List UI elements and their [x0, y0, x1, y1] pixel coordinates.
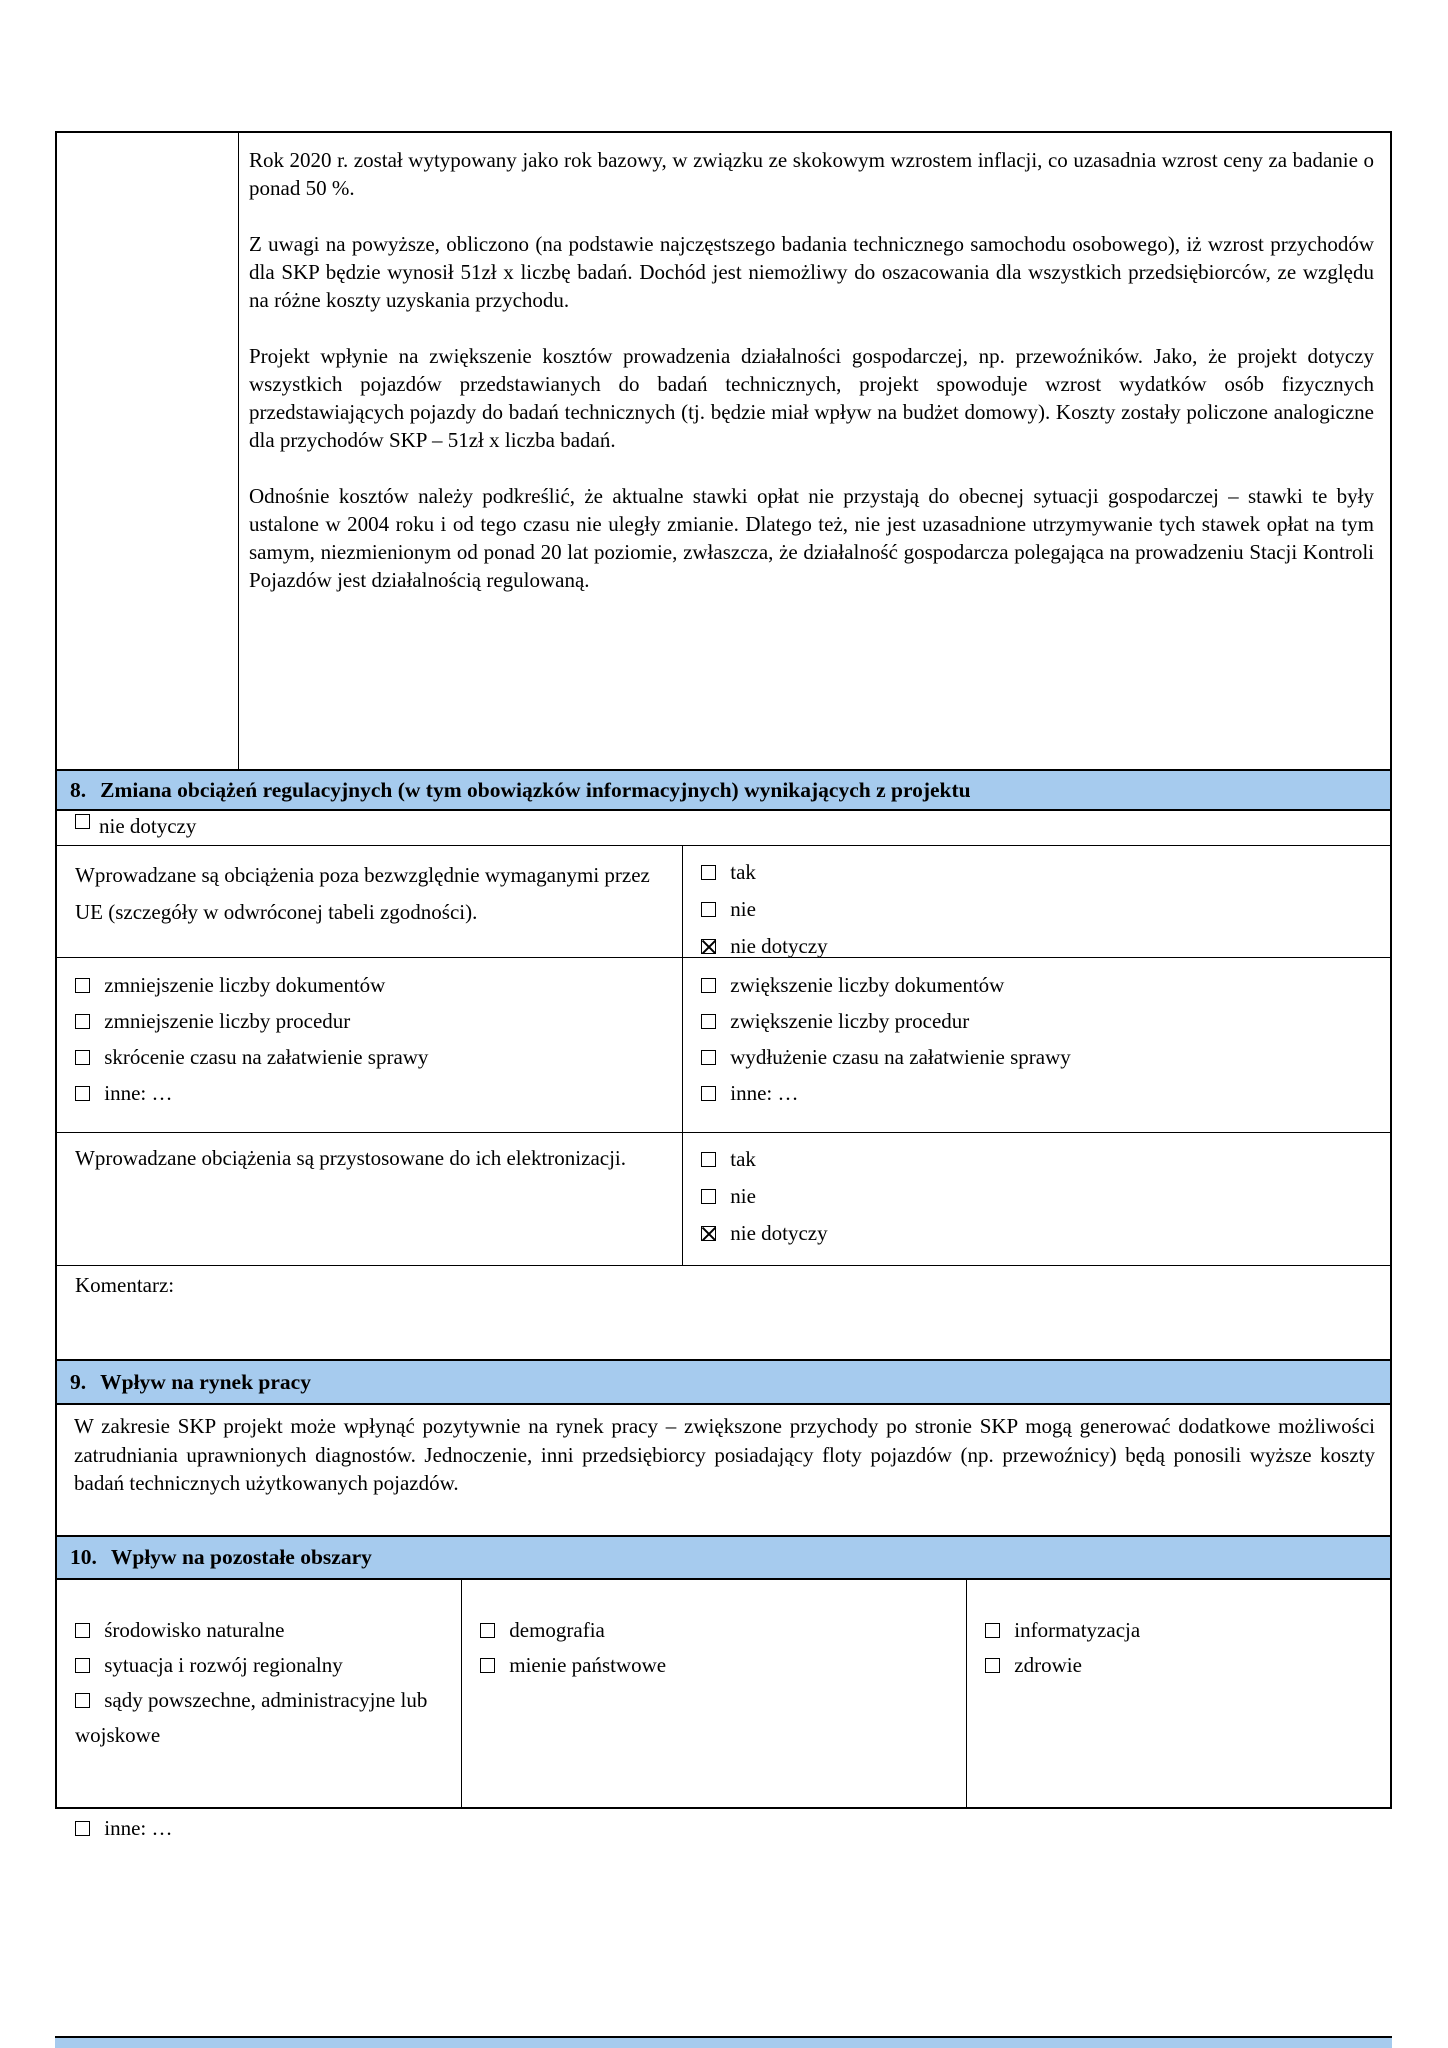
- ue-burden-question-cell: [57, 846, 683, 957]
- option-row: [985, 1613, 1378, 1648]
- ue-nie-checkbox[interactable]: [701, 902, 716, 917]
- option-row: [701, 1178, 1390, 1215]
- informatization-checkbox[interactable]: [985, 1623, 1000, 1638]
- option-row: [75, 1075, 668, 1111]
- paragraph-cost-increase: Projekt wpłynie na zwiększenie kosztów prowadzenia działalności gospodarczej, np. przewoźników. Jako, że projekt dotyczy wszystkich pojazdów przedstawianych do badań technicznych, projekt spowoduje wzrost wydatków osób fizycznych przedstawiających pojazdy do badań technicznych (tj. będzie miał wpływ na budżet domowy). Koszty zostały policzone analogiczne dla przychodów SKP – 51zł x liczba badań.: [249, 344, 1374, 452]
- elektro-nie-label: nie: [730, 1184, 756, 1208]
- option-row: [75, 1811, 449, 1846]
- paragraph-revenue-estimate: Z uwagi na powyższe, obliczono (na podstawie najczęstszego badania technicznego samochodu osobowego), iż wzrost przychodów dla SKP będzie wynosił 51zł x liczbę badań. Dochód jest niemożliwy do oszacowania dla wszystkich przedsiębiorców, ze względu na różne koszty uzyskania przychodu.: [249, 232, 1374, 312]
- state-property-checkbox[interactable]: [480, 1658, 495, 1673]
- section-9-header: [57, 1359, 1390, 1405]
- more-procedures-checkbox[interactable]: [701, 1014, 716, 1029]
- ue-burden-options-cell: [683, 846, 1390, 957]
- option-row: [701, 1003, 1071, 1039]
- next-section-header-partial: [55, 2036, 1392, 2048]
- option-row: [701, 891, 1390, 928]
- labor-market-impact-text: [57, 1405, 1390, 1535]
- section-9-number: 9.: [70, 1369, 87, 1394]
- electronization-question: Wprowadzane obciążenia są przystosowane do ich elektronizacji.: [75, 1146, 627, 1170]
- other-areas-column-3: [967, 1580, 1390, 1807]
- option-row: [480, 1648, 954, 1683]
- cost-analysis-text-cell: [239, 133, 1390, 769]
- ue-burden-row: [57, 845, 1390, 957]
- option-row: [75, 1648, 449, 1683]
- elektro-tak-label: tak: [730, 1147, 756, 1171]
- option-row: [701, 1075, 1071, 1111]
- option-row: [701, 1039, 1071, 1075]
- cost-analysis-continuation-row: [57, 133, 1390, 769]
- elektro-tak-checkbox[interactable]: [701, 1152, 716, 1167]
- fewer-procedures-label: zmniejszenie liczby procedur: [104, 1009, 351, 1033]
- environment-label: środowisko naturalne: [104, 1618, 285, 1642]
- shorter-time-label: skrócenie czasu na załatwienie sprawy: [104, 1045, 429, 1069]
- courts-label: sądy powszechne, administracyjne lub wojskowe: [75, 1688, 428, 1747]
- left-label-cell-empty: [57, 133, 239, 769]
- longer-time-checkbox[interactable]: [701, 1050, 716, 1065]
- other-areas-row: [57, 1580, 1390, 1840]
- option-row: [480, 1613, 954, 1648]
- ue-tak-label: tak: [730, 860, 756, 884]
- section-8-header: [57, 769, 1390, 811]
- not-applicable-label: nie dotyczy: [99, 814, 197, 838]
- section-8-title: Zmiana obciążeń regulacyjnych (w tym obowiązków informacyjnych) wynikających z projektu: [100, 777, 971, 802]
- decrease-other-label: inne: …: [104, 1081, 173, 1105]
- regional-development-checkbox[interactable]: [75, 1658, 90, 1673]
- option-row: [701, 1141, 1390, 1178]
- option-row: [701, 967, 1071, 1003]
- burden-change-options-row: [57, 957, 1390, 1132]
- ue-tak-checkbox[interactable]: [701, 865, 716, 880]
- ue-niedotyczy-checkbox[interactable]: [701, 939, 716, 954]
- section-10-title: Wpływ na pozostałe obszary: [110, 1545, 372, 1569]
- electronization-question-cell: [57, 1133, 683, 1265]
- section-10-number: 10.: [70, 1545, 97, 1569]
- elektro-niedotyczy-label: nie dotyczy: [730, 1221, 828, 1245]
- shorter-time-checkbox[interactable]: [75, 1050, 90, 1065]
- comment-label: Komentarz:: [75, 1273, 175, 1297]
- state-property-label: mienie państwowe: [509, 1653, 667, 1677]
- option-row: [75, 967, 668, 1003]
- decrease-options-cell: [57, 958, 683, 1132]
- section-8-not-applicable-row: [57, 811, 1390, 845]
- ue-burden-question: Wprowadzane są obciążenia poza bezwzględnie wymaganymi przez UE (szczegóły w odwróconej tabeli zgodności).: [75, 863, 650, 924]
- osr-form-table: [55, 131, 1392, 1840]
- courts-checkbox[interactable]: [75, 1693, 90, 1708]
- health-label: zdrowie: [1014, 1653, 1082, 1677]
- option-row: [75, 1613, 449, 1648]
- option-row: [75, 1683, 449, 1753]
- elektro-niedotyczy-checkbox[interactable]: [701, 1226, 716, 1241]
- elektro-nie-checkbox[interactable]: [701, 1189, 716, 1204]
- option-row: [701, 1215, 1390, 1252]
- option-row: [75, 1039, 668, 1075]
- paragraph-fee-rates: Odnośnie kosztów należy podkreślić, że aktualne stawki opłat nie przystają do obecnej sytuacji gospodarczej – stawki te były ustalone w 2004 roku i od tego czasu nie uległy zmianie. Dlatego też, nie jest uzasadnione utrzymywanie tych stawek opłat na tym samym, niezmienionym od ponad 20 lat poziomie, zwłaszcza, że działalność gospodarcza polegająca na prowadzeniu Stacji Kontroli Pojazdów jest działalnością regulowaną.: [249, 484, 1374, 592]
- labor-market-paragraph: W zakresie SKP projekt może wpłynąć pozytywnie na rynek pracy – zwiększone przychody po stronie SKP mogą generować dodatkowe możliwości zatrudniania uprawnionych diagnostów. Jednoczenie, inni przedsiębiorcy posiadający floty pojazdów (np. przewoźnicy) będą ponosili wyższe koszty badań technicznych użytkowanych pojazdów.: [74, 1414, 1375, 1495]
- more-documents-label: zwiększenie liczby dokumentów: [730, 973, 1005, 997]
- section-8-number: 8.: [70, 777, 87, 802]
- option-row: [75, 1003, 668, 1039]
- informatization-label: informatyzacja: [1014, 1618, 1141, 1642]
- option-row: [701, 854, 1390, 891]
- demography-label: demografia: [509, 1618, 605, 1642]
- option-row: [985, 1648, 1378, 1683]
- increase-other-checkbox[interactable]: [701, 1086, 716, 1101]
- paragraph-base-year: Rok 2020 r. został wytypowany jako rok bazowy, w związku ze skokowym wzrostem inflacji, co uzasadnia wzrost ceny za badanie o ponad 50 %.: [249, 148, 1374, 200]
- demography-checkbox[interactable]: [480, 1623, 495, 1638]
- regional-development-label: sytuacja i rozwój regionalny: [104, 1653, 343, 1677]
- not-applicable-checkbox[interactable]: [75, 814, 90, 829]
- increase-options-cell: [683, 958, 1085, 1132]
- more-documents-checkbox[interactable]: [701, 978, 716, 993]
- comment-row: [57, 1265, 1390, 1359]
- decrease-other-checkbox[interactable]: [75, 1086, 90, 1101]
- more-procedures-label: zwiększenie liczby procedur: [730, 1009, 970, 1033]
- ue-niedotyczy-label: nie dotyczy: [730, 934, 828, 958]
- fewer-procedures-checkbox[interactable]: [75, 1014, 90, 1029]
- areas-other-checkbox[interactable]: [75, 1821, 90, 1836]
- other-areas-column-1: [57, 1580, 462, 1840]
- environment-checkbox[interactable]: [75, 1623, 90, 1638]
- increase-other-label: inne: …: [730, 1081, 799, 1105]
- electronization-row: [57, 1132, 1390, 1265]
- electronization-options-cell: [683, 1133, 1390, 1265]
- fewer-documents-checkbox[interactable]: [75, 978, 90, 993]
- areas-other-label: inne: …: [104, 1816, 173, 1840]
- other-areas-column-2: [462, 1580, 967, 1807]
- fewer-documents-label: zmniejszenie liczby dokumentów: [104, 973, 386, 997]
- section-9-title: Wpływ na rynek pracy: [100, 1369, 311, 1394]
- section-10-header: [57, 1535, 1390, 1580]
- ue-nie-label: nie: [730, 897, 756, 921]
- longer-time-label: wydłużenie czasu na załatwienie sprawy: [730, 1045, 1071, 1069]
- health-checkbox[interactable]: [985, 1658, 1000, 1673]
